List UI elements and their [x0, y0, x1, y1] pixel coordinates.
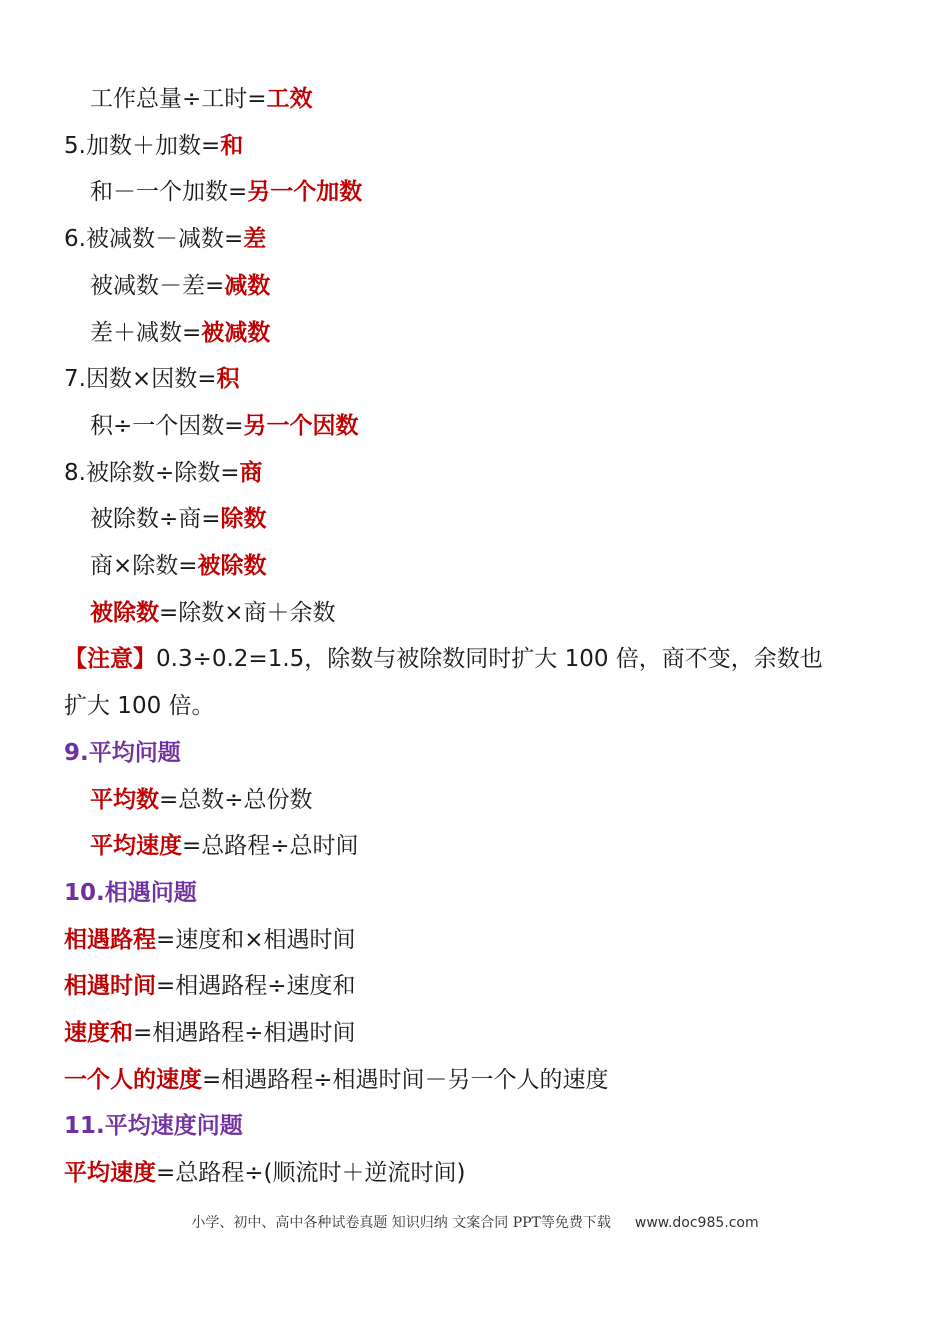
formula-term: 一个人的速度 — [64, 1066, 202, 1093]
section-heading: 11.平均速度问题 — [64, 1113, 243, 1140]
formula-result: 另一个因数 — [243, 412, 359, 439]
formula-line: 被减数－差=减数 — [90, 272, 271, 299]
note-continuation: 扩大 100 倍。 — [64, 693, 215, 720]
formula-line: 相遇路程=速度和×相遇时间 — [64, 926, 356, 953]
formula-result: 另一个加数 — [247, 179, 363, 206]
formula-term: 速度和 — [64, 1020, 133, 1047]
formula-result: 商 — [239, 459, 263, 486]
page-footer — [0, 1212, 950, 1232]
formula-line: 被除数÷商=除数 — [90, 506, 267, 533]
note-label: 【注意】 — [64, 646, 156, 673]
formula-result: 工效 — [266, 86, 313, 112]
formula-line: 5.加数＋加数=和 — [64, 132, 244, 159]
formula-term: 相遇路程 — [64, 926, 156, 953]
formula-result: 和 — [220, 132, 244, 159]
formula-line: 积÷一个因数=另一个因数 — [90, 412, 359, 439]
formula-line: 8.被除数÷除数=商 — [64, 459, 263, 486]
formula-line: 6.被减数－减数=差 — [64, 226, 267, 253]
formula-line: 平均速度=总路程÷(顺流时＋逆流时间) — [64, 1160, 466, 1187]
formula-line: 平均速度=总路程÷总时间 — [90, 833, 359, 860]
note-text: 0.3÷0.2=1.5，除数与被除数同时扩大 100 倍，商不变，余数也 — [156, 646, 823, 673]
note-line — [64, 636, 894, 683]
formula-term: 平均速度 — [64, 1160, 156, 1187]
formula-line: 工作总量÷工时=工效 — [90, 86, 313, 112]
formula-term: 被除数 — [90, 599, 159, 626]
formula-result: 除数 — [220, 506, 267, 533]
formula-term: 相遇时间 — [64, 973, 156, 1000]
section-heading: 10.相遇问题 — [64, 879, 197, 906]
formula-line: 差＋减数=被减数 — [90, 319, 271, 346]
formula-line: 平均数=总数÷总份数 — [90, 786, 313, 813]
formula-line: 相遇时间=相遇路程÷速度和 — [64, 973, 356, 1000]
formula-result: 被减数 — [201, 319, 271, 346]
formula-line: 7.因数×因数=积 — [64, 366, 240, 393]
section-heading: 9.平均问题 — [64, 739, 181, 766]
formula-result: 差 — [243, 226, 267, 253]
formula-term: 平均速度 — [90, 833, 182, 860]
formula-result: 积 — [216, 366, 240, 393]
formula-line: 被除数=除数×商＋余数 — [90, 599, 336, 626]
formula-term: 平均数 — [90, 786, 159, 813]
formula-result: 被除数 — [197, 553, 267, 580]
formula-line: 商×除数=被除数 — [90, 553, 267, 580]
formula-line: 一个人的速度=相遇路程÷相遇时间－另一个人的速度 — [64, 1066, 609, 1093]
formula-line: 和－一个加数=另一个加数 — [90, 179, 363, 206]
document-body — [64, 76, 894, 1197]
formula-line: 速度和=相遇路程÷相遇时间 — [64, 1020, 356, 1047]
footer-url: www.doc985.com — [634, 1215, 759, 1231]
formula-result: 减数 — [224, 272, 271, 299]
footer-text: 小学、初中、高中各种试卷真题 知识归纳 文案合同 PPT等免费下载 — [191, 1215, 611, 1231]
